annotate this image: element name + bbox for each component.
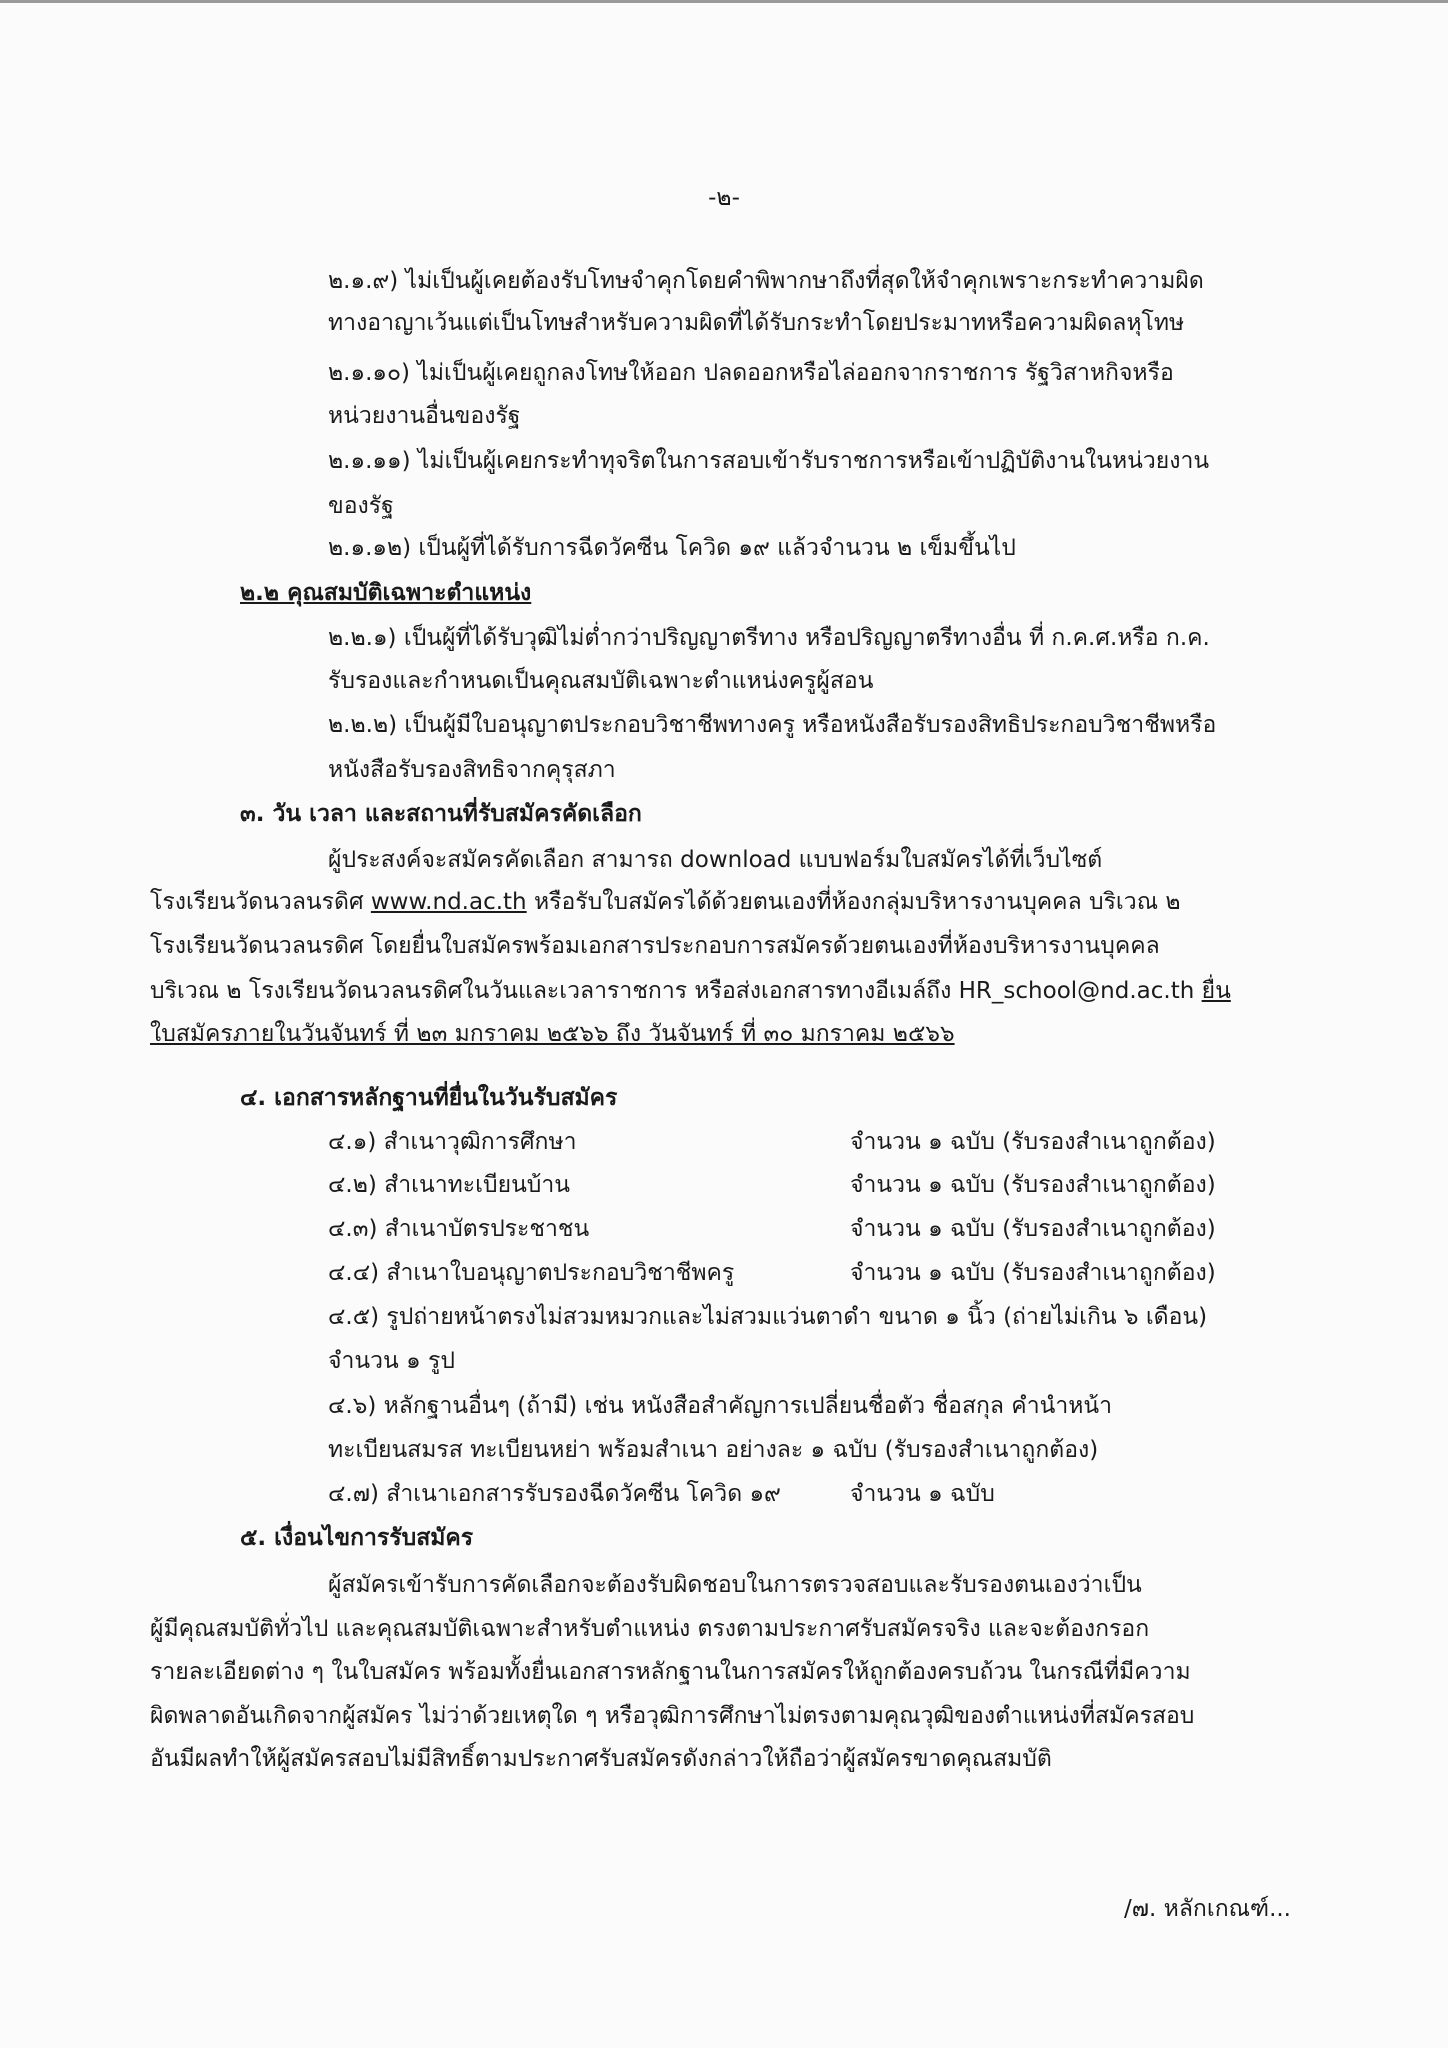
- doc-item-4-2-qty: จำนวน ๑ ฉบับ (รับรองสำเนาถูกต้อง): [850, 1172, 1216, 1198]
- doc-item-4-4-qty: จำนวน ๑ ฉบับ (รับรองสำเนาถูกต้อง): [850, 1260, 1216, 1286]
- section-3-para-line4: บริเวณ ๒ โรงเรียนวัดนวลนรดิศในวันและเวลาราชการ หรือส่งเอกสารทางอีเมล์ถึง HR_school@nd.ac.th ยื่น: [150, 978, 1231, 1004]
- section-3-para-line3: โรงเรียนวัดนวลนรดิศ โดยยื่นใบสมัครพร้อมเอกสารประกอบการสมัครด้วยตนเองที่ห้องบริหารงานบุคคล: [150, 933, 1160, 959]
- section-5-line4: ผิดพลาดอันเกิดจากผู้สมัคร ไม่ว่าด้วยเหตุใด ๆ หรือวุฒิการศึกษาไม่ตรงตามคุณวุฒิของตำแหน่งที่สมัครสอบ: [150, 1703, 1195, 1729]
- section-3-para-line1: ผู้ประสงค์จะสมัครคัดเลือก สามารถ download แบบฟอร์มใบสมัครได้ที่เว็บไซต์: [328, 847, 1103, 873]
- doc-item-4-1: ๔.๑) สำเนาวุฒิการศึกษา: [328, 1129, 577, 1155]
- doc-item-4-7-qty: จำนวน ๑ ฉบับ: [850, 1481, 995, 1507]
- clause-2-1-9-line1: ๒.๑.๙) ไม่เป็นผู้เคยต้องรับโทษจำคุกโดยคำพิพากษาถึงที่สุดให้จำคุกเพราะกระทำความผิด: [328, 268, 1204, 294]
- section-5-line3: รายละเอียดต่าง ๆ ในใบสมัคร พร้อมทั้งยื่นเอกสารหลักฐานในการสมัครให้ถูกต้องครบถ้วน ในกรณีที่มีความ: [150, 1659, 1191, 1685]
- clause-2-2-1-line1: ๒.๒.๑) เป็นผู้ที่ได้รับวุฒิไม่ต่ำกว่าปริญญาตรีทาง หรือปริญญาตรีทางอื่น ที่ ก.ค.ศ.หรือ ก.ค.: [328, 625, 1210, 651]
- doc-item-4-6-line2: ทะเบียนสมรส ทะเบียนหย่า พร้อมสำเนา อย่างละ ๑ ฉบับ (รับรองสำเนาถูกต้อง): [328, 1437, 1099, 1463]
- section-5-heading: ๕. เงื่อนไขการรับสมัคร: [240, 1525, 474, 1551]
- doc-item-4-5-line2: จำนวน ๑ รูป: [328, 1348, 455, 1374]
- section-4-heading: ๔. เอกสารหลักฐานที่ยื่นในวันรับสมัคร: [240, 1085, 618, 1111]
- section-3-para-line2: โรงเรียนวัดนวลนรดิศ www.nd.ac.th หรือรับใบสมัครได้ด้วยตนเองที่ห้องกลุ่มบริหารงานบุคคล บริเวณ ๒: [150, 889, 1181, 915]
- section-3-heading: ๓. วัน เวลา และสถานที่รับสมัครคัดเลือก: [240, 801, 642, 827]
- next-page-catchword: /๗. หลักเกณฑ์...: [1124, 1896, 1291, 1922]
- doc-item-4-4: ๔.๔) สำเนาใบอนุญาตประกอบวิชาชีพครู: [328, 1260, 735, 1286]
- school-website-link[interactable]: www.nd.ac.th: [370, 889, 527, 915]
- clause-2-2-2-line1: ๒.๒.๒) เป็นผู้มีใบอนุญาตประกอบวิชาชีพทางครู หรือหนังสือรับรองสิทธิประกอบวิชาชีพหรือ: [328, 712, 1217, 738]
- page-top-border: [0, 0, 1448, 3]
- application-deadline: ใบสมัครภายในวันจันทร์ ที่ ๒๓ มกราคม ๒๕๖๖ ถึง วันจันทร์ ที่ ๓๐ มกราคม ๒๕๖๖: [150, 1021, 955, 1047]
- clause-2-1-10-line1: ๒.๑.๑๐) ไม่เป็นผู้เคยถูกลงโทษให้ออก ปลดออกหรือไล่ออกจากราชการ รัฐวิสาหกิจหรือ: [328, 360, 1174, 386]
- clause-2-1-9-line2: ทางอาญาเว้นแต่เป็นโทษสำหรับความผิดที่ได้รับกระทำโดยประมาทหรือความผิดลหุโทษ: [328, 310, 1185, 336]
- section-5-line5: อันมีผลทำให้ผู้สมัครสอบไม่มีสิทธิ์ตามประกาศรับสมัครดังกล่าวให้ถือว่าผู้สมัครขาดคุณสมบัติ: [150, 1746, 1052, 1772]
- doc-item-4-2: ๔.๒) สำเนาทะเบียนบ้าน: [328, 1172, 571, 1198]
- section-5-line2: ผู้มีคุณสมบัติทั่วไป และคุณสมบัติเฉพาะสำหรับตำแหน่ง ตรงตามประกาศรับสมัครจริง และจะต้องกรอก: [150, 1616, 1150, 1642]
- section-5-line1: ผู้สมัครเข้ารับการคัดเลือกจะต้องรับผิดชอบในการตรวจสอบและรับรองตนเองว่าเป็น: [328, 1572, 1142, 1598]
- clause-2-1-10-line2: หน่วยงานอื่นของรัฐ: [328, 403, 521, 429]
- deadline-underlined-start: ยื่น: [1201, 978, 1231, 1004]
- clause-2-1-11-line1: ๒.๑.๑๑) ไม่เป็นผู้เคยกระทำทุจริตในการสอบเข้ารับราชการหรือเข้าปฏิบัติงานในหน่วยงาน: [328, 448, 1210, 474]
- clause-2-1-12: ๒.๑.๑๒) เป็นผู้ที่ได้รับการฉีดวัคซีน โควิด ๑๙ แล้วจำนวน ๒ เข็มขึ้นไป: [328, 535, 1016, 561]
- clause-2-2-2-line2: หนังสือรับรองสิทธิจากคุรุสภา: [328, 757, 616, 783]
- clause-2-2-1-line2: รับรองและกำหนดเป็นคุณสมบัติเฉพาะตำแหน่งครูผู้สอน: [328, 668, 874, 694]
- doc-item-4-7: ๔.๗) สำเนาเอกสารรับรองฉีดวัคซีน โควิด ๑๙: [328, 1481, 781, 1507]
- doc-item-4-3-qty: จำนวน ๑ ฉบับ (รับรองสำเนาถูกต้อง): [850, 1216, 1216, 1242]
- doc-item-4-1-qty: จำนวน ๑ ฉบับ (รับรองสำเนาถูกต้อง): [850, 1129, 1216, 1155]
- doc-item-4-6-line1: ๔.๖) หลักฐานอื่นๆ (ถ้ามี) เช่น หนังสือสำคัญการเปลี่ยนชื่อตัว ชื่อสกุล คำนำหน้า: [328, 1393, 1113, 1419]
- section-2-2-heading: ๒.๒ คุณสมบัติเฉพาะตำแหน่ง: [240, 580, 532, 606]
- doc-item-4-3: ๔.๓) สำเนาบัตรประชาชน: [328, 1216, 590, 1242]
- page-number: -๒-: [708, 185, 740, 211]
- doc-item-4-5-line1: ๔.๕) รูปถ่ายหน้าตรงไม่สวมหมวกและไม่สวมแว่นตาดำ ขนาด ๑ นิ้ว (ถ่ายไม่เกิน ๖ เดือน): [328, 1304, 1208, 1330]
- clause-2-1-11-line2: ของรัฐ: [328, 493, 394, 519]
